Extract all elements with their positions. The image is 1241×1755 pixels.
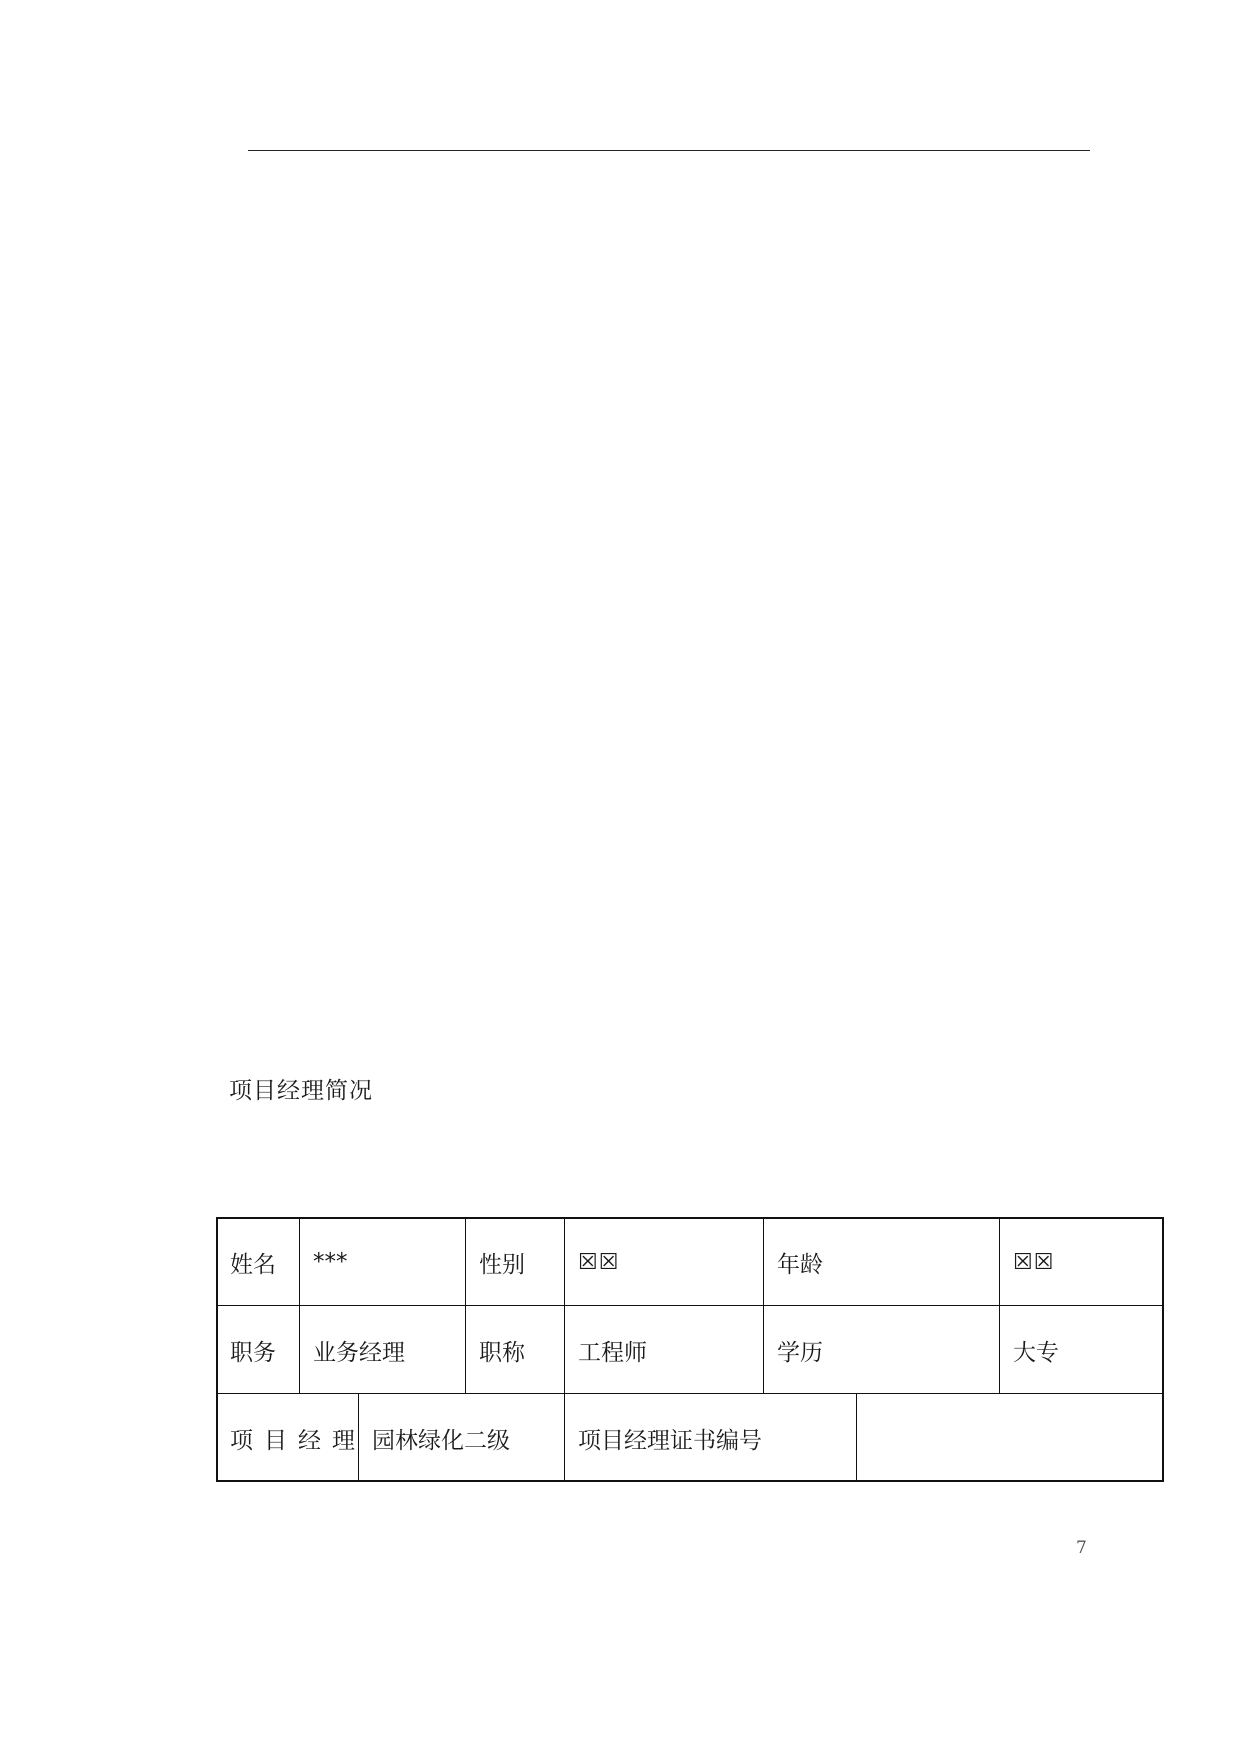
row-divider xyxy=(218,1393,1162,1394)
cert-number-value xyxy=(858,1395,1162,1481)
column-divider xyxy=(564,1219,565,1394)
name-value: *** xyxy=(313,1249,348,1275)
position-label: 职务 xyxy=(230,1339,276,1366)
project-manager-info-table xyxy=(216,1217,1164,1482)
title-label: 职称 xyxy=(479,1339,525,1366)
pm-qualification-value: 园林绿化二级 xyxy=(372,1427,510,1454)
gender-label: 性别 xyxy=(479,1251,525,1278)
title-value: 工程师 xyxy=(578,1339,647,1366)
header-rule xyxy=(248,150,1090,151)
pm-label: 项目经理 xyxy=(230,1427,366,1454)
age-label: 年龄 xyxy=(777,1251,823,1278)
position-value: 业务经理 xyxy=(313,1339,405,1366)
age-value: ☒☒ xyxy=(1013,1249,1055,1275)
gender-value: ☒☒ xyxy=(578,1249,620,1275)
column-divider xyxy=(299,1219,300,1394)
name-label: 姓名 xyxy=(230,1251,276,1278)
row-divider xyxy=(218,1305,1162,1306)
education-value: 大专 xyxy=(1013,1339,1059,1366)
cert-number-label: 项目经理证书编号 xyxy=(578,1427,762,1454)
column-divider xyxy=(999,1219,1000,1394)
education-label: 学历 xyxy=(777,1339,823,1366)
column-divider xyxy=(465,1219,466,1394)
column-divider xyxy=(856,1394,857,1480)
page-number: 7 xyxy=(1076,1538,1087,1558)
column-divider xyxy=(763,1219,764,1394)
section-title: 项目经理简况 xyxy=(229,1078,373,1104)
column-divider xyxy=(564,1394,565,1480)
